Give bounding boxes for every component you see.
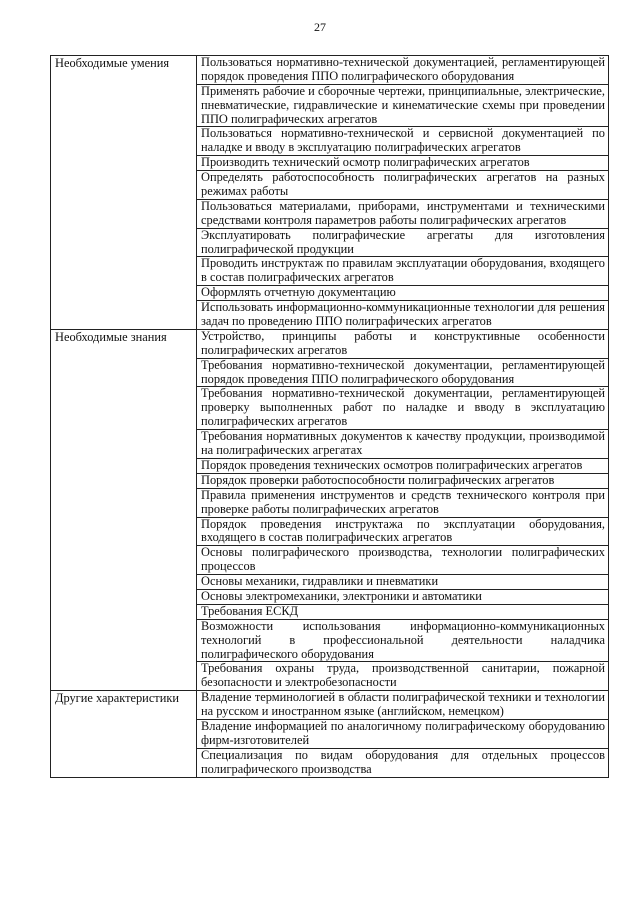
section-title: Другие характеристики (51, 691, 197, 777)
requirement-item: Основы полиграфического производства, технологии полиграфических процессов (197, 546, 609, 575)
requirement-item: Владение терминологией в области полиграфической техники и технологии на русском и иностранном языке (английском, немецком) (197, 691, 609, 720)
requirement-item: Требования нормативно-технической документации, регламентирующей порядок проведения ППО полиграфического оборудования (197, 358, 609, 387)
requirement-item: Проводить инструктаж по правилам эксплуатации оборудования, входящего в состав полиграфических агрегатов (197, 257, 609, 286)
requirement-item: Порядок проверки работоспособности полиграфических агрегатов (197, 473, 609, 488)
requirement-item: Использовать информационно-коммуникационные технологии для решения задач по проведению ППО полиграфических агрегатов (197, 301, 609, 330)
requirement-item: Требования нормативных документов к качеству продукции, производимой на полиграфических агрегатах (197, 430, 609, 459)
requirement-item: Порядок проведения технических осмотров полиграфических агрегатов (197, 458, 609, 473)
requirement-item: Пользоваться нормативно-технической документацией, регламентирующей порядок проведения ППО полиграфического оборудования (197, 56, 609, 85)
requirements-table-body (51, 56, 609, 778)
section-title: Необходимые умения (51, 56, 197, 330)
requirement-item: Порядок проведения инструктажа по эксплуатации оборудования, входящего в состав полиграфических агрегатов (197, 517, 609, 546)
requirement-item: Эксплуатировать полиграфические агрегаты для изготовления полиграфической продукции (197, 228, 609, 257)
requirement-item: Владение информацией по аналогичному полиграфическому оборудованию фирм-изготовителей (197, 719, 609, 748)
requirement-item: Производить технический осмотр полиграфических агрегатов (197, 156, 609, 171)
requirement-item: Определять работоспособность полиграфических агрегатов на разных режимах работы (197, 171, 609, 200)
table-row (51, 691, 609, 720)
requirement-item: Пользоваться материалами, приборами, инструментами и техническими средствами контроля параметров работы полиграфических агрегатов (197, 199, 609, 228)
requirement-item: Пользоваться нормативно-технической и сервисной документацией по наладке и вводу в эксплуатацию полиграфических агрегатов (197, 127, 609, 156)
requirement-item: Основы механики, гидравлики и пневматики (197, 575, 609, 590)
requirement-item: Требования охраны труда, производственной санитарии, пожарной безопасности и электробезопасности (197, 662, 609, 691)
requirement-item: Правила применения инструментов и средств технического контроля при проверке работы полиграфических агрегатов (197, 488, 609, 517)
requirement-item: Оформлять отчетную документацию (197, 286, 609, 301)
requirement-item: Применять рабочие и сборочные чертежи, принципиальные, электрические, пневматические, гидравлические и кинематические схемы при проведении ППО полиграфических агрегатов (197, 84, 609, 127)
page-number: 27 (314, 20, 326, 34)
table-row (51, 329, 609, 358)
section-title: Необходимые знания (51, 329, 197, 690)
requirement-item: Основы электромеханики, электроники и автоматики (197, 589, 609, 604)
requirements-table (50, 55, 609, 778)
requirement-item: Устройство, принципы работы и конструктивные особенности полиграфических агрегатов (197, 329, 609, 358)
requirement-item: Возможности использования информационно-коммуникационных технологий в профессиональной деятельности наладчика полиграфического оборудования (197, 619, 609, 662)
requirement-item: Специализация по видам оборудования для отдельных процессов полиграфического производства (197, 748, 609, 777)
requirement-item: Требования ЕСКД (197, 604, 609, 619)
table-row (51, 56, 609, 85)
requirement-item: Требования нормативно-технической документации, регламентирующей проверку выполненных работ по наладке и вводу в эксплуатацию полиграфических агрегатов (197, 387, 609, 430)
